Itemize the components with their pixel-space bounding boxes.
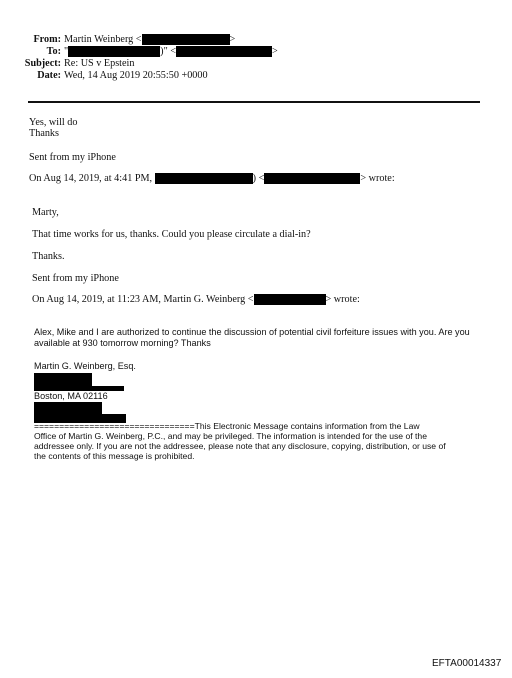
redaction-box [254, 294, 326, 305]
date-line [0, 70, 208, 82]
disclaimer-line1: ================================This Electronic Message contains information from the Law [34, 421, 420, 431]
redaction-box [34, 402, 102, 414]
from-close: > [229, 34, 236, 45]
reply1-quote-prefix: On Aug 14, 2019, at 4:41 PM, [29, 173, 153, 184]
reply1-quote-mid: ) < [252, 173, 265, 184]
reply2-thanks: Thanks. [32, 251, 65, 262]
from-label: From: [33, 34, 61, 45]
redaction-box [264, 173, 360, 184]
from-line [0, 34, 235, 46]
to-label: To: [46, 46, 61, 57]
to-close: > [272, 46, 278, 57]
reply1-line1: Yes, will do [29, 117, 78, 128]
redaction-box [142, 34, 230, 45]
date-label: Date: [37, 70, 61, 81]
signature-city: Boston, MA 02116 [34, 391, 108, 401]
disclaimer-line4: the contents of this message is prohibited. [34, 451, 195, 461]
reply1-quote-suffix: > wrote: [360, 173, 395, 184]
to-quote-mid: )" < [160, 46, 177, 57]
original-body-line1: Alex, Mike and I are authorized to continue the discussion of potential civil forfeiture issues with you. Are you [34, 327, 470, 337]
subject-value: Re: US v Epstein [64, 58, 135, 69]
date-value: Wed, 14 Aug 2019 20:55:50 +0000 [64, 70, 208, 81]
disclaimer-line3: addressee only. If you are not the addressee, please note that any disclosure, copying, distribution, or use of [34, 441, 446, 451]
to-line [0, 46, 278, 58]
reply2-salutation: Marty, [32, 207, 59, 218]
from-value: Martin Weinberg < [64, 34, 142, 45]
to-quote-open: " [64, 46, 69, 57]
reply1-line2: Thanks [29, 128, 59, 139]
redaction-box [176, 46, 272, 57]
disclaimer-line2: Office of Martin G. Weinberg, P.C., and may be privileged. The information is intended for the use of the [34, 431, 427, 441]
redaction-box [155, 173, 253, 184]
reply1-sent: Sent from my iPhone [29, 152, 116, 163]
reply1-quote-header [29, 173, 395, 184]
subject-label: Subject: [24, 58, 61, 69]
reply2-body: That time works for us, thanks. Could you please circulate a dial-in? [32, 229, 311, 240]
reply2-quote-prefix: On Aug 14, 2019, at 11:23 AM, Martin G. Weinberg < [32, 294, 254, 305]
signature-name: Martin G. Weinberg, Esq. [34, 361, 136, 371]
redaction-box [68, 46, 160, 57]
subject-line [0, 58, 134, 70]
reply2-sent: Sent from my iPhone [32, 273, 119, 284]
header-divider [28, 101, 480, 103]
bates-number: EFTA00014337 [432, 658, 502, 669]
reply2-quote-suffix: > wrote: [325, 294, 360, 305]
reply2-quote-header [32, 294, 360, 305]
redaction-box [34, 373, 92, 386]
original-body-line2: available at 930 tomorrow morning? Thanks [34, 338, 211, 348]
